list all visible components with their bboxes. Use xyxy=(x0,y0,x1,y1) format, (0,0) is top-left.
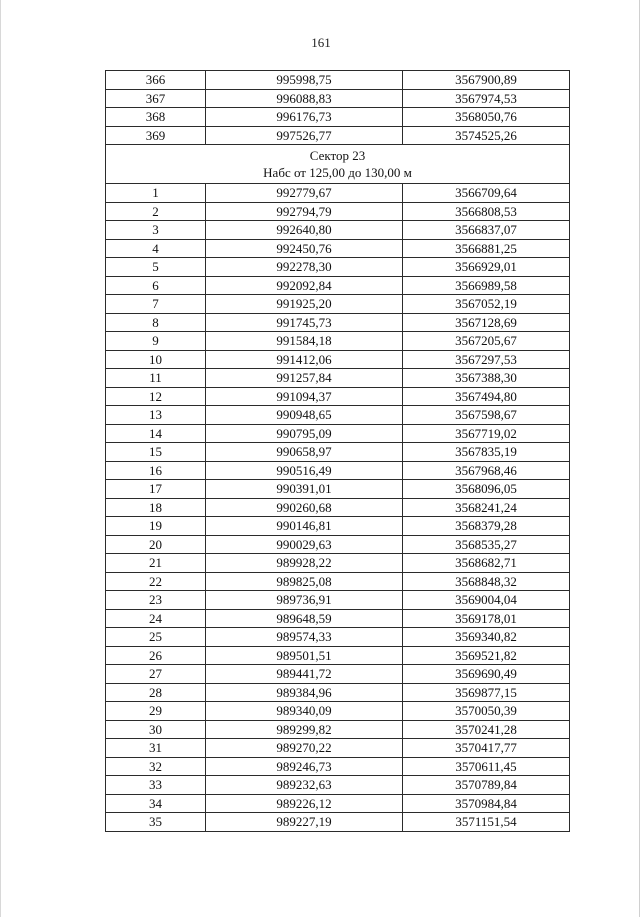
table-row xyxy=(106,276,570,295)
x-coordinate-cell: 991412,06 xyxy=(206,350,403,369)
point-number-cell: 33 xyxy=(106,776,206,795)
section-header-body xyxy=(106,145,570,184)
table-row xyxy=(106,554,570,573)
x-coordinate-cell: 992794,79 xyxy=(206,202,403,221)
y-coordinate-cell: 3570984,84 xyxy=(403,794,570,813)
y-coordinate-cell: 3567835,19 xyxy=(403,443,570,462)
section-header-row xyxy=(106,145,570,184)
y-coordinate-cell: 3568050,76 xyxy=(403,108,570,127)
table-row xyxy=(106,498,570,517)
point-number-cell: 21 xyxy=(106,554,206,573)
point-number-cell: 23 xyxy=(106,591,206,610)
point-number-cell: 13 xyxy=(106,406,206,425)
point-number-cell: 34 xyxy=(106,794,206,813)
x-coordinate-cell: 996088,83 xyxy=(206,89,403,108)
point-number-cell: 19 xyxy=(106,517,206,536)
x-coordinate-cell: 989270,22 xyxy=(206,739,403,758)
y-coordinate-cell: 3568848,32 xyxy=(403,572,570,591)
table-row xyxy=(106,757,570,776)
table-row xyxy=(106,739,570,758)
x-coordinate-cell: 989246,73 xyxy=(206,757,403,776)
point-number-cell: 25 xyxy=(106,628,206,647)
x-coordinate-cell: 991745,73 xyxy=(206,313,403,332)
y-coordinate-cell: 3567719,02 xyxy=(403,424,570,443)
table-row xyxy=(106,387,570,406)
page-number: 161 xyxy=(311,35,331,50)
y-coordinate-cell: 3568535,27 xyxy=(403,535,570,554)
x-coordinate-cell: 996176,73 xyxy=(206,108,403,127)
y-coordinate-cell: 3569690,49 xyxy=(403,665,570,684)
table-row xyxy=(106,572,570,591)
point-number-cell: 5 xyxy=(106,258,206,277)
point-number-cell: 12 xyxy=(106,387,206,406)
y-coordinate-cell: 3568379,28 xyxy=(403,517,570,536)
y-coordinate-cell: 3567900,89 xyxy=(403,71,570,90)
y-coordinate-cell: 3567388,30 xyxy=(403,369,570,388)
table-row xyxy=(106,126,570,145)
table-row xyxy=(106,332,570,351)
y-coordinate-cell: 3567598,67 xyxy=(403,406,570,425)
point-number-cell: 20 xyxy=(106,535,206,554)
point-number-cell: 26 xyxy=(106,646,206,665)
x-coordinate-cell: 990516,49 xyxy=(206,461,403,480)
table-row xyxy=(106,665,570,684)
table-row xyxy=(106,794,570,813)
table-row xyxy=(106,406,570,425)
x-coordinate-cell: 995998,75 xyxy=(206,71,403,90)
y-coordinate-cell: 3570789,84 xyxy=(403,776,570,795)
table-row xyxy=(106,71,570,90)
x-coordinate-cell: 992779,67 xyxy=(206,184,403,203)
y-coordinate-cell: 3566808,53 xyxy=(403,202,570,221)
point-number-cell: 35 xyxy=(106,813,206,832)
point-number-cell: 368 xyxy=(106,108,206,127)
point-number-cell: 3 xyxy=(106,221,206,240)
coordinates-table xyxy=(105,70,570,832)
y-coordinate-cell: 3567974,53 xyxy=(403,89,570,108)
table-row xyxy=(106,350,570,369)
x-coordinate-cell: 989384,96 xyxy=(206,683,403,702)
table-row xyxy=(106,202,570,221)
x-coordinate-cell: 990658,97 xyxy=(206,443,403,462)
section-subtitle: Набс от 125,00 до 130,00 м xyxy=(263,165,412,180)
y-coordinate-cell: 3571151,54 xyxy=(403,813,570,832)
x-coordinate-cell: 992450,76 xyxy=(206,239,403,258)
x-coordinate-cell: 989441,72 xyxy=(206,665,403,684)
point-number-cell: 9 xyxy=(106,332,206,351)
table-row xyxy=(106,776,570,795)
point-number-cell: 7 xyxy=(106,295,206,314)
y-coordinate-cell: 3569178,01 xyxy=(403,609,570,628)
table-row xyxy=(106,480,570,499)
point-number-cell: 30 xyxy=(106,720,206,739)
table-row xyxy=(106,591,570,610)
point-number-cell: 15 xyxy=(106,443,206,462)
point-number-cell: 29 xyxy=(106,702,206,721)
point-number-cell: 4 xyxy=(106,239,206,258)
point-number-cell: 31 xyxy=(106,739,206,758)
table-body-sector xyxy=(106,184,570,832)
y-coordinate-cell: 3566929,01 xyxy=(403,258,570,277)
y-coordinate-cell: 3567052,19 xyxy=(403,295,570,314)
y-coordinate-cell: 3569004,04 xyxy=(403,591,570,610)
table-row xyxy=(106,89,570,108)
x-coordinate-cell: 992640,80 xyxy=(206,221,403,240)
table-row xyxy=(106,461,570,480)
table-row xyxy=(106,239,570,258)
table-row xyxy=(106,295,570,314)
x-coordinate-cell: 990146,81 xyxy=(206,517,403,536)
table-row xyxy=(106,535,570,554)
x-coordinate-cell: 989574,33 xyxy=(206,628,403,647)
x-coordinate-cell: 989501,51 xyxy=(206,646,403,665)
table-row xyxy=(106,108,570,127)
y-coordinate-cell: 3568241,24 xyxy=(403,498,570,517)
x-coordinate-cell: 991094,37 xyxy=(206,387,403,406)
y-coordinate-cell: 3569340,82 xyxy=(403,628,570,647)
table-row xyxy=(106,720,570,739)
x-coordinate-cell: 990029,63 xyxy=(206,535,403,554)
table-row xyxy=(106,609,570,628)
point-number-cell: 28 xyxy=(106,683,206,702)
point-number-cell: 18 xyxy=(106,498,206,517)
point-number-cell: 14 xyxy=(106,424,206,443)
x-coordinate-cell: 989299,82 xyxy=(206,720,403,739)
point-number-cell: 1 xyxy=(106,184,206,203)
point-number-cell: 24 xyxy=(106,609,206,628)
section-header-cell xyxy=(106,145,570,184)
x-coordinate-cell: 990391,01 xyxy=(206,480,403,499)
table-row xyxy=(106,369,570,388)
table-row xyxy=(106,184,570,203)
x-coordinate-cell: 992278,30 xyxy=(206,258,403,277)
x-coordinate-cell: 989736,91 xyxy=(206,591,403,610)
x-coordinate-cell: 991584,18 xyxy=(206,332,403,351)
table-row xyxy=(106,628,570,647)
x-coordinate-cell: 990260,68 xyxy=(206,498,403,517)
point-number-cell: 10 xyxy=(106,350,206,369)
table-row xyxy=(106,221,570,240)
y-coordinate-cell: 3567297,53 xyxy=(403,350,570,369)
point-number-cell: 2 xyxy=(106,202,206,221)
table-row xyxy=(106,313,570,332)
point-number-cell: 6 xyxy=(106,276,206,295)
y-coordinate-cell: 3567968,46 xyxy=(403,461,570,480)
table-row xyxy=(106,683,570,702)
y-coordinate-cell: 3568096,05 xyxy=(403,480,570,499)
x-coordinate-cell: 990948,65 xyxy=(206,406,403,425)
section-title: Сектор 23 xyxy=(309,148,366,163)
point-number-cell: 22 xyxy=(106,572,206,591)
table-body-top xyxy=(106,71,570,145)
table-row xyxy=(106,813,570,832)
y-coordinate-cell: 3570417,77 xyxy=(403,739,570,758)
y-coordinate-cell: 3567128,69 xyxy=(403,313,570,332)
y-coordinate-cell: 3566989,58 xyxy=(403,276,570,295)
point-number-cell: 367 xyxy=(106,89,206,108)
table-row xyxy=(106,443,570,462)
y-coordinate-cell: 3567494,80 xyxy=(403,387,570,406)
y-coordinate-cell: 3566709,64 xyxy=(403,184,570,203)
point-number-cell: 8 xyxy=(106,313,206,332)
point-number-cell: 17 xyxy=(106,480,206,499)
x-coordinate-cell: 989226,12 xyxy=(206,794,403,813)
y-coordinate-cell: 3569521,82 xyxy=(403,646,570,665)
y-coordinate-cell: 3568682,71 xyxy=(403,554,570,573)
x-coordinate-cell: 991257,84 xyxy=(206,369,403,388)
point-number-cell: 27 xyxy=(106,665,206,684)
point-number-cell: 16 xyxy=(106,461,206,480)
table-row xyxy=(106,646,570,665)
x-coordinate-cell: 991925,20 xyxy=(206,295,403,314)
x-coordinate-cell: 992092,84 xyxy=(206,276,403,295)
x-coordinate-cell: 989232,63 xyxy=(206,776,403,795)
point-number-cell: 369 xyxy=(106,126,206,145)
point-number-cell: 32 xyxy=(106,757,206,776)
y-coordinate-cell: 3570241,28 xyxy=(403,720,570,739)
x-coordinate-cell: 990795,09 xyxy=(206,424,403,443)
x-coordinate-cell: 989648,59 xyxy=(206,609,403,628)
y-coordinate-cell: 3570050,39 xyxy=(403,702,570,721)
x-coordinate-cell: 989825,08 xyxy=(206,572,403,591)
x-coordinate-cell: 989928,22 xyxy=(206,554,403,573)
x-coordinate-cell: 989340,09 xyxy=(206,702,403,721)
table-row xyxy=(106,424,570,443)
y-coordinate-cell: 3570611,45 xyxy=(403,757,570,776)
y-coordinate-cell: 3574525,26 xyxy=(403,126,570,145)
x-coordinate-cell: 997526,77 xyxy=(206,126,403,145)
table-row xyxy=(106,702,570,721)
table-row xyxy=(106,517,570,536)
y-coordinate-cell: 3569877,15 xyxy=(403,683,570,702)
y-coordinate-cell: 3566881,25 xyxy=(403,239,570,258)
point-number-cell: 366 xyxy=(106,71,206,90)
point-number-cell: 11 xyxy=(106,369,206,388)
y-coordinate-cell: 3566837,07 xyxy=(403,221,570,240)
x-coordinate-cell: 989227,19 xyxy=(206,813,403,832)
table-row xyxy=(106,258,570,277)
y-coordinate-cell: 3567205,67 xyxy=(403,332,570,351)
